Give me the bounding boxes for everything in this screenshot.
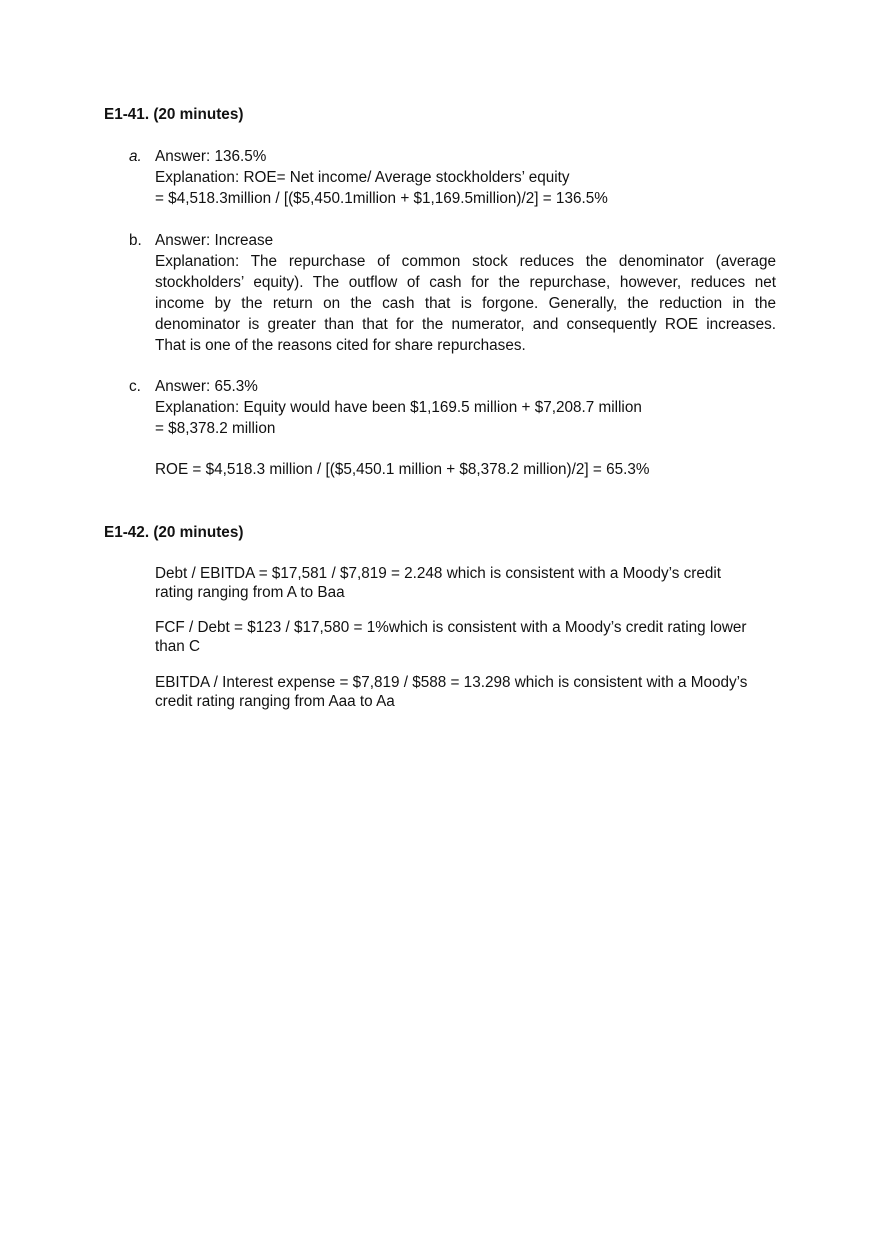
paragraph-fcf-debt <box>155 618 776 656</box>
item-c-body <box>155 376 776 439</box>
item-marker-c: c. <box>129 378 141 395</box>
item-b-body <box>155 230 776 356</box>
section-heading-e1-41: E1-41. (20 minutes) <box>104 106 244 123</box>
item-a-explanation: Explanation: ROE= Net income/ Average stockholders’ equity <box>155 169 570 186</box>
item-b-explanation-line-2: stockholders’ equity). The outflow of cash for the repurchase, however, reduces net <box>155 274 776 291</box>
item-a-body <box>155 146 776 209</box>
paragraph-fcf-debt-line-1: FCF / Debt = $123 / $17,580 = 1%which is consistent with a Moody’s credit rating lower <box>155 619 747 636</box>
item-b-explanation-line-5: That is one of the reasons cited for share repurchases. <box>155 337 526 354</box>
item-c-roe <box>155 459 776 480</box>
item-a-calculation: = $4,518.3million / [($5,450.1million + $1,169.5million)/2] = 136.5% <box>155 190 608 207</box>
item-b-answer: Answer: Increase <box>155 232 274 249</box>
paragraph-debt-ebitda-line-2: rating ranging from A to Baa <box>155 584 345 601</box>
item-a-answer: Answer: 136.5% <box>155 148 267 165</box>
section-heading-e1-42: E1-42. (20 minutes) <box>104 524 244 541</box>
paragraph-ebitda-interest <box>155 673 776 711</box>
item-c-answer: Answer: 65.3% <box>155 378 258 395</box>
item-marker-b: b. <box>129 232 142 249</box>
paragraph-debt-ebitda-line-1: Debt / EBITDA = $17,581 / $7,819 = 2.248 which is consistent with a Moody’s credit <box>155 565 722 582</box>
item-marker-a: a. <box>129 148 142 165</box>
item-b-explanation-line-1: Explanation: The repurchase of common stock reduces the denominator (average <box>155 253 776 270</box>
paragraph-ebitda-interest-line-2: credit rating ranging from Aaa to Aa <box>155 693 395 710</box>
paragraph-debt-ebitda <box>155 564 776 602</box>
paragraph-ebitda-interest-line-1: EBITDA / Interest expense = $7,819 / $588 = 13.298 which is consistent with a Moody’s <box>155 674 748 691</box>
item-b-explanation-line-4: denominator is greater than that for the numerator, and consequently ROE increases. <box>155 316 776 333</box>
item-c-equity-total: = $8,378.2 million <box>155 420 276 437</box>
item-c-explanation: Explanation: Equity would have been $1,169.5 million + $7,208.7 million <box>155 399 642 416</box>
paragraph-fcf-debt-line-2: than C <box>155 638 201 655</box>
item-b-explanation-line-3: income by the return on the cash that is forgone. Generally, the reduction in the <box>155 295 776 312</box>
item-c-roe-calculation: ROE = $4,518.3 million / [($5,450.1 million + $8,378.2 million)/2] = 65.3% <box>155 461 650 478</box>
